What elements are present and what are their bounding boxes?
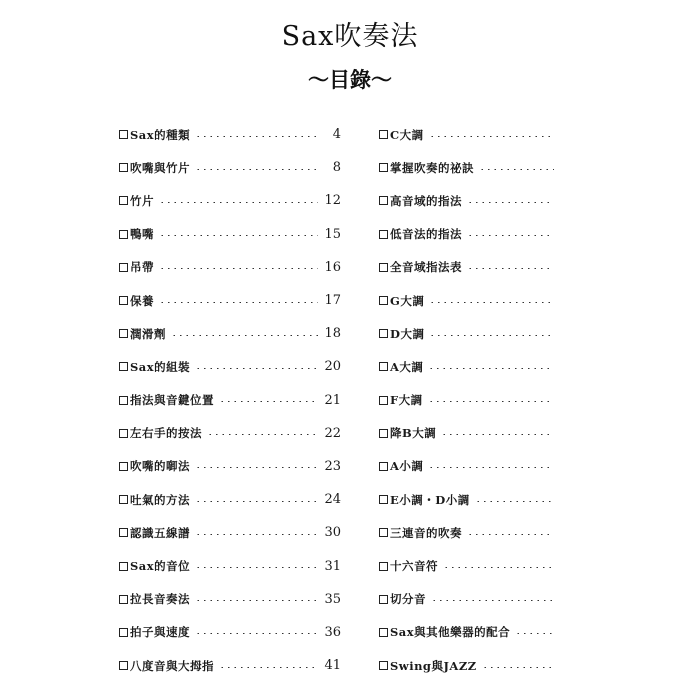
dot-leader	[428, 467, 554, 468]
dot-leader	[467, 268, 554, 269]
toc-item-label: 八度音與大拇指	[130, 658, 214, 673]
dot-leader	[515, 633, 554, 634]
toc-item	[119, 350, 341, 383]
checkbox-icon	[379, 495, 388, 504]
checkbox-icon	[119, 263, 128, 272]
checkbox-icon	[379, 429, 388, 438]
dot-leader	[195, 567, 318, 568]
toc-item	[119, 649, 341, 682]
checkbox-icon	[119, 595, 128, 604]
checkbox-icon	[379, 396, 388, 405]
toc-item	[379, 184, 554, 217]
dot-leader	[428, 368, 554, 369]
dot-leader	[429, 136, 554, 137]
toc-page-number: 15	[324, 226, 341, 242]
dot-leader	[195, 467, 318, 468]
checkbox-icon	[379, 130, 388, 139]
toc-item	[379, 483, 554, 516]
toc-item	[379, 284, 554, 317]
checkbox-icon	[379, 230, 388, 239]
toc-item	[119, 218, 341, 251]
toc-item	[119, 384, 341, 417]
toc-item-label: 低音法的指法	[390, 227, 462, 242]
toc-page-number: 41	[324, 658, 341, 674]
toc-page-number: 16	[324, 259, 341, 275]
checkbox-icon	[119, 528, 128, 537]
toc-item-label: 拍子與速度	[130, 625, 190, 640]
dot-leader	[467, 534, 554, 535]
toc-item	[379, 151, 554, 184]
toc-page-number: 12	[324, 193, 341, 209]
toc-heading: ～目錄～	[308, 67, 392, 92]
checkbox-icon	[379, 329, 388, 338]
toc-item	[119, 184, 341, 217]
dot-leader	[195, 136, 319, 137]
toc-item	[119, 284, 341, 317]
checkbox-icon	[119, 661, 128, 670]
page-title: Sax吹奏法	[281, 21, 419, 52]
toc-page-number: 17	[324, 293, 341, 309]
checkbox-icon	[379, 362, 388, 371]
toc-item-label: A小調	[390, 459, 424, 474]
toc-item	[379, 317, 554, 350]
checkbox-icon	[379, 296, 388, 305]
toc-page-number: 18	[324, 326, 341, 342]
dot-leader	[429, 335, 554, 336]
checkbox-icon	[119, 495, 128, 504]
toc-item-label: 三連音的吹奏	[390, 525, 462, 540]
dot-leader	[159, 202, 318, 203]
toc-item-label: D大調	[390, 326, 425, 341]
toc-item-label: 鴨嘴	[130, 227, 154, 242]
checkbox-icon	[379, 462, 388, 471]
dot-leader	[159, 235, 318, 236]
checkbox-icon	[119, 296, 128, 305]
dot-leader	[195, 633, 318, 634]
toc-item-label: Sax與其他樂器的配合	[390, 625, 511, 640]
toc-item-label: 降B大調	[390, 426, 437, 441]
checkbox-icon	[119, 329, 128, 338]
dot-leader	[441, 434, 554, 435]
toc-item	[119, 483, 341, 516]
dot-leader	[195, 600, 318, 601]
toc-item-label: 吊帶	[130, 260, 154, 275]
checkbox-icon	[379, 562, 388, 571]
toc-item	[379, 583, 554, 616]
toc-item	[379, 649, 554, 682]
toc-item	[119, 317, 341, 350]
checkbox-icon	[119, 396, 128, 405]
toc-item	[379, 549, 554, 582]
dot-leader	[159, 302, 318, 303]
toc-item	[379, 218, 554, 251]
toc-item	[119, 616, 341, 649]
toc-item-label: 切分音	[390, 592, 426, 607]
dot-leader	[219, 667, 318, 668]
toc-item	[119, 516, 341, 549]
checkbox-icon	[379, 528, 388, 537]
toc-item-label: C大調	[390, 127, 424, 142]
toc-page-number: 30	[324, 525, 341, 541]
checkbox-icon	[379, 263, 388, 272]
toc-item	[379, 118, 554, 151]
toc-item-label: 掌握吹奏的祕訣	[390, 160, 474, 175]
toc-item-label: 吹嘴的啣法	[130, 459, 190, 474]
dot-leader	[443, 567, 554, 568]
dot-leader	[475, 501, 554, 502]
dot-leader	[429, 302, 554, 303]
toc-item	[119, 549, 341, 582]
toc-item	[119, 450, 341, 483]
dot-leader	[207, 434, 318, 435]
dot-leader	[431, 600, 554, 601]
toc-item-label: A大調	[390, 359, 424, 374]
toc-page-number: 36	[324, 624, 341, 640]
toc-page-number: 4	[332, 127, 341, 143]
toc-item	[379, 450, 554, 483]
toc-page-number: 35	[324, 591, 341, 607]
toc-item-label: 認識五線譜	[130, 525, 190, 540]
toc-item-label: 保養	[130, 293, 154, 308]
toc-page-number: 23	[324, 458, 341, 474]
toc-left-column	[119, 118, 341, 682]
checkbox-icon	[119, 429, 128, 438]
dot-leader	[467, 235, 554, 236]
toc-item	[379, 384, 554, 417]
dot-leader	[195, 501, 318, 502]
checkbox-icon	[379, 196, 388, 205]
checkbox-icon	[379, 163, 388, 172]
toc-item-label: Sax的組裝	[130, 359, 191, 374]
toc-item-label: Sax的音位	[130, 559, 191, 574]
toc-item-label: 竹片	[130, 193, 154, 208]
dot-leader	[479, 169, 554, 170]
toc-item-label: 全音域指法表	[390, 260, 462, 275]
toc-item	[119, 417, 341, 450]
toc-page-number: 22	[324, 425, 341, 441]
toc-page-number: 8	[332, 160, 341, 176]
toc-item	[379, 417, 554, 450]
dot-leader	[195, 169, 319, 170]
toc-item-label: Swing與JAZZ	[390, 658, 477, 673]
toc-item-label: 拉長音奏法	[130, 592, 190, 607]
checkbox-icon	[119, 362, 128, 371]
toc-item	[119, 151, 341, 184]
toc-item	[379, 350, 554, 383]
toc-item-label: 潤滑劑	[130, 326, 166, 341]
dot-leader	[159, 268, 318, 269]
checkbox-icon	[119, 628, 128, 637]
checkbox-icon	[119, 163, 128, 172]
checkbox-icon	[119, 562, 128, 571]
toc-item	[119, 251, 341, 284]
toc-item-label: 左右手的按法	[130, 426, 202, 441]
toc-item	[119, 118, 341, 151]
toc-page-number: 31	[324, 558, 341, 574]
checkbox-icon	[379, 628, 388, 637]
toc-item-label: 十六音符	[390, 559, 438, 574]
toc-page-number: 24	[324, 492, 341, 508]
dot-leader	[195, 534, 318, 535]
toc-item-label: 指法與音鍵位置	[130, 393, 214, 408]
toc-item-label: G大調	[390, 293, 425, 308]
toc-item-label: Sax的種類	[130, 127, 191, 142]
toc-item-label: F大調	[390, 393, 423, 408]
checkbox-icon	[119, 196, 128, 205]
dot-leader	[195, 368, 318, 369]
toc-item	[379, 516, 554, 549]
toc-page-number: 21	[324, 392, 341, 408]
toc-item-label: 吐氣的方法	[130, 492, 190, 507]
toc-item	[379, 251, 554, 284]
dot-leader	[428, 401, 554, 402]
toc-item-label: E小調・D小調	[390, 492, 470, 507]
dot-leader	[482, 667, 554, 668]
dot-leader	[171, 335, 318, 336]
toc-item	[379, 616, 554, 649]
toc-item-label: 吹嘴與竹片	[130, 160, 190, 175]
toc-item-label: 高音域的指法	[390, 193, 462, 208]
checkbox-icon	[119, 130, 128, 139]
toc-item	[119, 583, 341, 616]
dot-leader	[219, 401, 318, 402]
checkbox-icon	[119, 230, 128, 239]
toc-page-number: 20	[324, 359, 341, 375]
checkbox-icon	[379, 661, 388, 670]
dot-leader	[467, 202, 554, 203]
checkbox-icon	[379, 595, 388, 604]
checkbox-icon	[119, 462, 128, 471]
toc-right-column	[379, 118, 554, 682]
